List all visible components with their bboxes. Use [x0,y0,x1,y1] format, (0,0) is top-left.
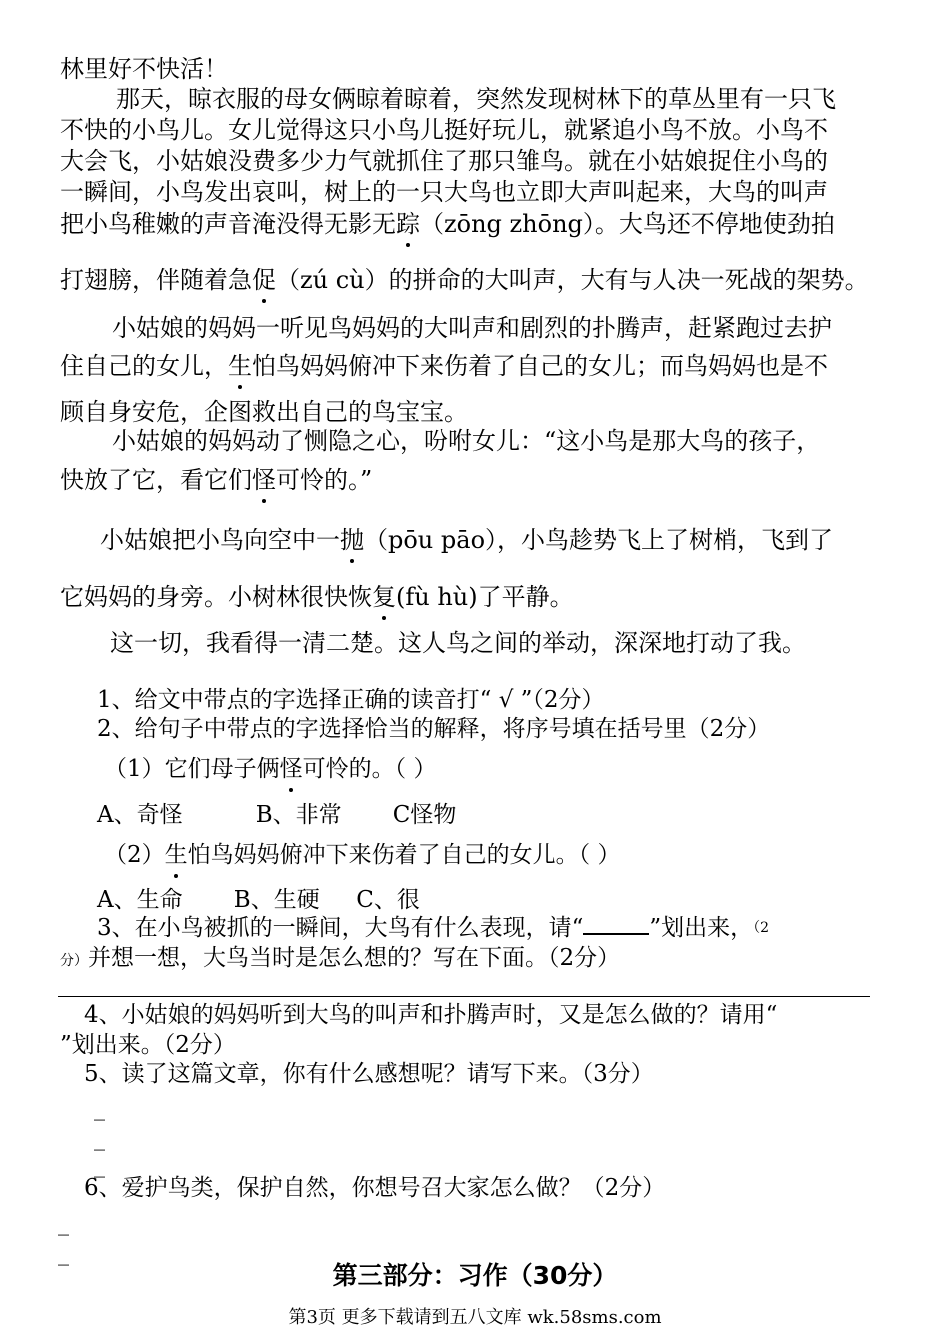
dotted-char: 促 [252,266,276,294]
passage-text: （zōng zhōng）。大鸟还不停地使劲拍 [420,210,835,238]
question-2: 2、给句子中带点的字选择恰当的解释，将序号填在括号里（2分） [97,716,771,742]
passage-line-4: 大会飞，小姑娘没费多少力气就抓住了那只雏鸟。就在小姑娘捉住小鸟的 [60,147,828,175]
page-footer: 第3页 更多下载请到五八文库 wk.58sms.com [288,1307,662,1328]
passage-line-6 [60,209,835,239]
section-heading: 第三部分：习作（30分） [332,1261,618,1290]
passage-text: 小姑娘把小鸟向空中一 [100,526,340,554]
question-3-cont [60,943,620,976]
answer-dash: _ [58,1211,69,1236]
dotted-char: 抛 [340,526,364,554]
question-2-2-options: A、生命 B、生硬 C、很 [97,887,420,913]
question-4-cont: ”划出来。（2分） [60,1032,236,1058]
passage-text: 怕鸟妈妈俯冲下来伤着了自己的女儿；而鸟妈妈也是不 [252,352,828,380]
passage-text: （zú cù）的拼命的大叫声，大有与人决一死战的架势。 [276,266,869,294]
score-note: 分） [60,953,88,969]
question-text: 并想一想，大鸟当时是怎么想的？写在下面。（2分） [88,945,621,971]
score-note: （2 [753,920,770,936]
dotted-char: 生 [228,352,252,380]
passage-line-1: 林里好不快活！ [60,55,228,83]
passage-text: 打翅膀，伴随着急 [60,266,252,294]
dotted-char: 踪 [396,210,420,238]
passage-line-7 [60,265,869,295]
passage-line-12 [60,465,372,495]
question-text: 怕鸟妈妈俯冲下来伤着了自己的女儿。（ ） [187,842,621,868]
question-2-1 [104,754,436,784]
passage-line-14 [60,582,574,612]
question-3 [97,913,769,943]
underline-marker [583,913,649,935]
answer-dash: _ [94,1153,105,1178]
answer-line [58,996,870,997]
question-text: （2） [104,842,165,868]
passage-text: 快放了它，看它们 [60,466,252,494]
passage-text: （pōu pāo），小鸟趁势飞上了树梢，飞到了 [364,526,834,554]
passage-line-10: 顾自身安危，企图救出自己的鸟宝宝。 [60,398,468,426]
dotted-char: 生 [164,842,188,868]
dotted-char: 怪 [279,756,303,782]
question-text: （1）它们母子俩 [104,756,280,782]
passage-line-8: 小姑娘的妈妈一听见鸟妈妈的大叫声和剧烈的扑腾声，赶紧跑过去护 [112,314,832,342]
question-2-2 [104,840,620,870]
question-5: 5、读了这篇文章，你有什么感想呢？请写下来。（3分） [84,1061,654,1087]
question-4: 4、小姑娘的妈妈听到大鸟的叫声和扑腾声时，又是怎么做的？请用“ [84,1002,778,1028]
passage-text: 住自己的女儿， [60,352,228,380]
passage-line-2: 那天，晾衣服的母女俩晾着晾着，突然发现树林下的草丛里有一只飞 [116,85,836,113]
passage-line-15: 这一切，我看得一清二楚。这人鸟之间的举动，深深地打动了我。 [110,629,806,657]
passage-text: 可怜的。” [276,466,373,494]
question-6: 6、爱护鸟类，保护自然，你想号召大家怎么做？（2分） [84,1175,666,1201]
question-1: 1、给文中带点的字选择正确的读音打“ √ ”（2分） [97,687,605,713]
passage-line-13 [100,525,833,555]
answer-dash: _ [58,1241,69,1266]
question-text: 可怜的。（ ） [302,756,437,782]
answer-dash: _ [94,1096,105,1121]
passage-line-11: 小姑娘的妈妈动了恻隐之心，吩咐女儿：“这小鸟是那大鸟的孩子， [112,427,821,455]
passage-text: 它妈妈的身旁。小树林很快恢 [60,583,372,611]
dotted-char: 复 [372,583,396,611]
question-text: ”划出来， [649,915,754,941]
question-text: 3、在小鸟被抓的一瞬间，大鸟有什么表现，请“ [97,915,584,941]
passage-text: (fù hù)了平静。 [396,583,574,611]
passage-line-5: 一瞬间，小鸟发出哀叫，树上的一只大鸟也立即大声叫起来，大鸟的叫声 [60,178,828,206]
answer-dash: _ [94,1126,105,1151]
passage-text: 把小鸟稚嫩的声音淹没得无影无 [60,210,396,238]
question-2-1-options: A、奇怪 B、非常 C怪物 [97,802,457,828]
passage-line-3: 不快的小鸟儿。女儿觉得这只小鸟儿挺好玩儿，就紧追小鸟不放。小鸟不 [60,116,828,144]
dotted-char: 怪 [252,466,276,494]
passage-line-9 [60,351,828,381]
